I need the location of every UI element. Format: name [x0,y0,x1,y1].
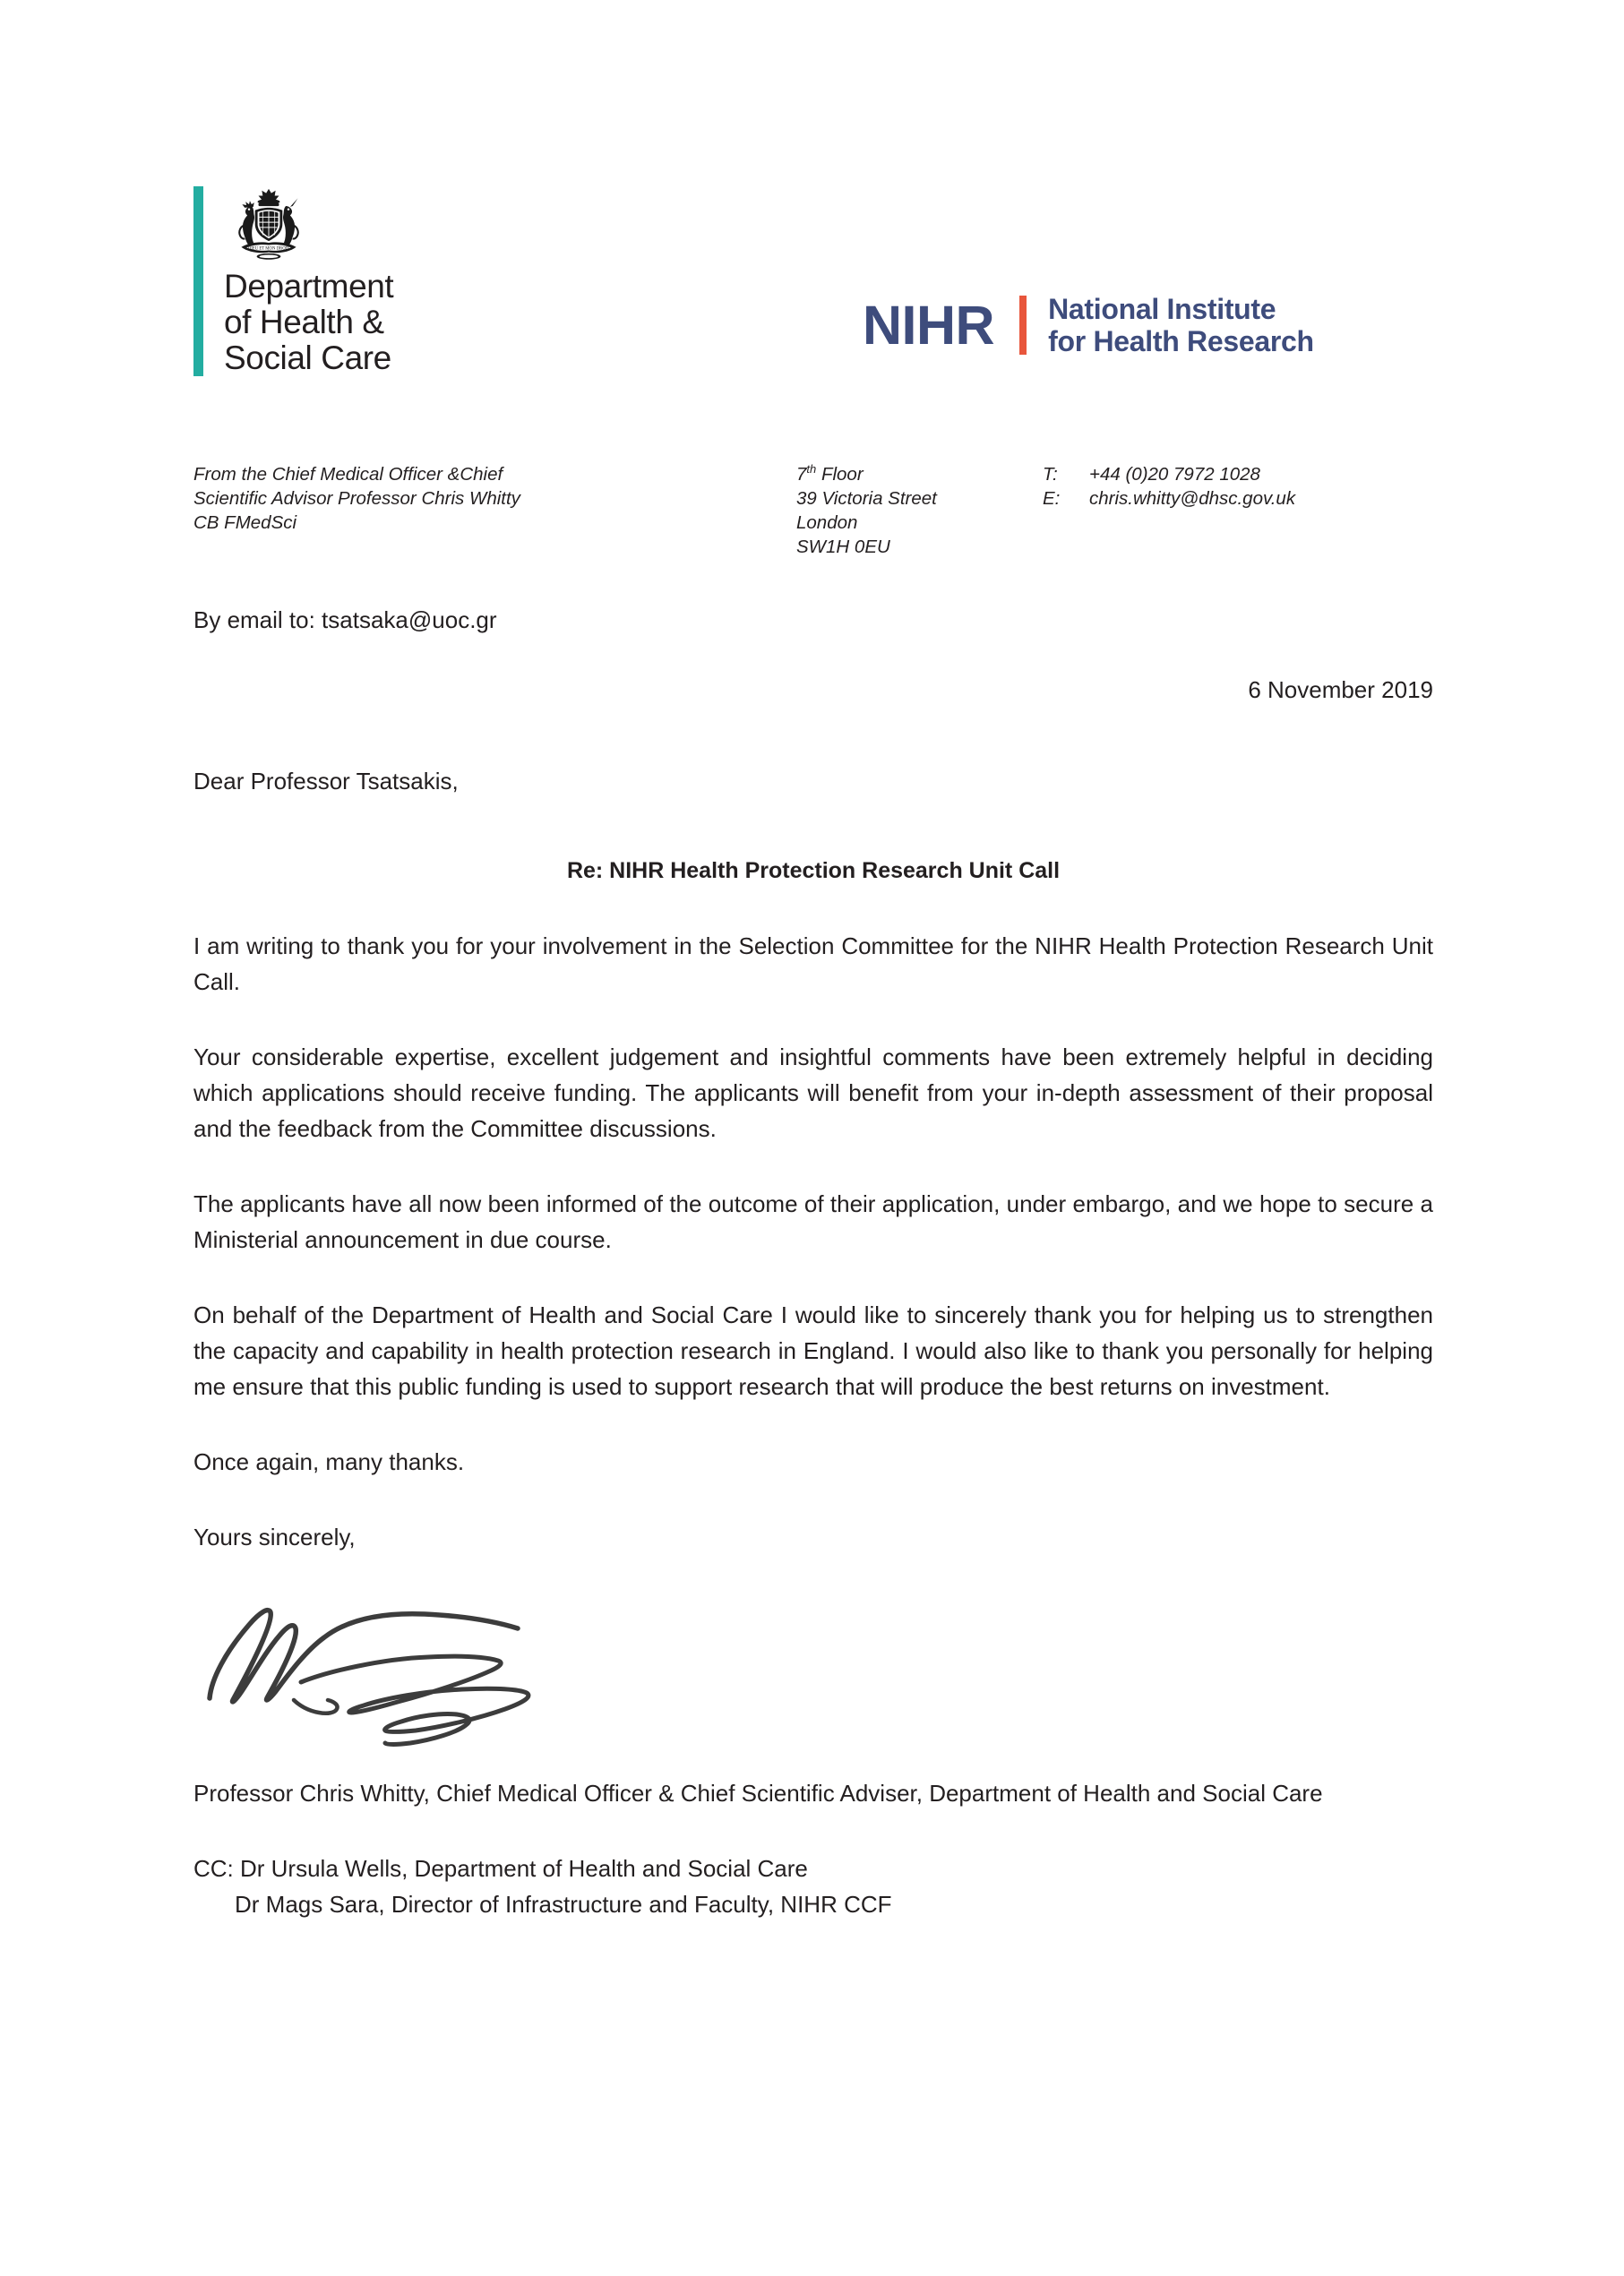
nihr-tagline [1048,293,1314,357]
closing-thanks: Once again, many thanks. [193,1448,465,1475]
phone-label: T: [1043,464,1058,485]
letter-date: 6 November 2019 [1248,676,1433,703]
by-email-line: By email to: tsatsaka@uoc.gr [193,606,497,633]
dhsc-logo-content [224,186,393,376]
salutation: Dear Professor Tsatsakis, [193,768,459,794]
dhsc-name-line-3: Social Care [224,339,391,376]
handwritten-signature-icon [193,1585,570,1756]
email-label: E: [1043,488,1061,509]
address-floor-word: Floor [816,464,864,485]
address-line-3: London [796,512,858,533]
address-line-1 [796,462,1011,486]
sender-line-2: Scientific Advisor Professor Chris Whitty [193,488,520,509]
paragraph-4: On behalf of the Department of Health and Social Care I would like to sincerely thank you for helping us to strengthen the capacity and capability in health protection research in England. I would also like to thank you personally for helping me ensure that this public funding is used to support research that will produce the best returns on investment. [193,1301,1433,1400]
signature-image [193,1585,570,1756]
cc-block [193,1851,1433,1922]
paragraph-3: The applicants have all now been informed of the outcome of their application, under embargo, and we hope to secure a Ministerial announcement in due course. [193,1190,1433,1253]
address-line-4: SW1H 0EU [796,537,890,557]
paragraph-1: I am writing to thank you for your involvement in the Selection Committee for the NIHR Health Protection Research Unit Call. [193,932,1433,995]
dhsc-accent-bar [193,186,203,376]
address-floor-ordinal: th [806,462,817,477]
address-block [796,462,1011,559]
cc-line-2: Dr Mags Sara, Director of Infrastructure and Faculty, NIHR CCF [235,1891,892,1918]
dhsc-logo [193,186,393,376]
signoff-name: Professor Chris Whitty, Chief Medical Officer & Chief Scientific Adviser, Department of Health and Social Care [193,1780,1323,1807]
cc-line-1: CC: Dr Ursula Wells, Department of Health and Social Care [193,1855,808,1882]
address-floor-number: 7 [796,464,807,485]
letter-body [193,602,1433,1922]
email-value: chris.whitty@dhsc.gov.uk [1089,488,1296,509]
phone-row [1043,462,1419,486]
dhsc-name-line-1: Department [224,268,394,305]
valediction: Yours sincerely, [193,1524,356,1550]
svg-text:DIEU ET MON DROIT: DIEU ET MON DROIT [247,246,290,252]
nihr-wordmark: NIHR [863,294,995,356]
nihr-tagline-line-2: for Health Research [1048,325,1314,357]
phone-value: +44 (0)20 7972 1028 [1089,464,1260,485]
royal-coat-of-arms-icon [226,186,312,263]
nihr-separator-bar [1019,296,1027,355]
dhsc-name-line-2: of Health & [224,304,384,340]
address-line-2: 39 Victoria Street [796,488,937,509]
letterhead [0,0,1624,421]
sender-line-1: From the Chief Medical Officer &Chief [193,464,503,485]
subject-line: Re: NIHR Health Protection Research Unit Call [566,858,1061,883]
email-row [1043,486,1419,511]
nihr-logo [863,293,1314,357]
paragraph-2: Your considerable expertise, excellent judgement and insightful comments have been extremely helpful in deciding which applications should receive funding. The applicants will benefit from your in-depth assessment of their proposal and the feedback from the Committee discussions. [193,1044,1433,1142]
contact-block [1043,462,1419,511]
nihr-tagline-line-1: National Institute [1048,293,1276,325]
sender-line-3: CB FMedSci [193,512,297,533]
sender-block [193,462,659,535]
